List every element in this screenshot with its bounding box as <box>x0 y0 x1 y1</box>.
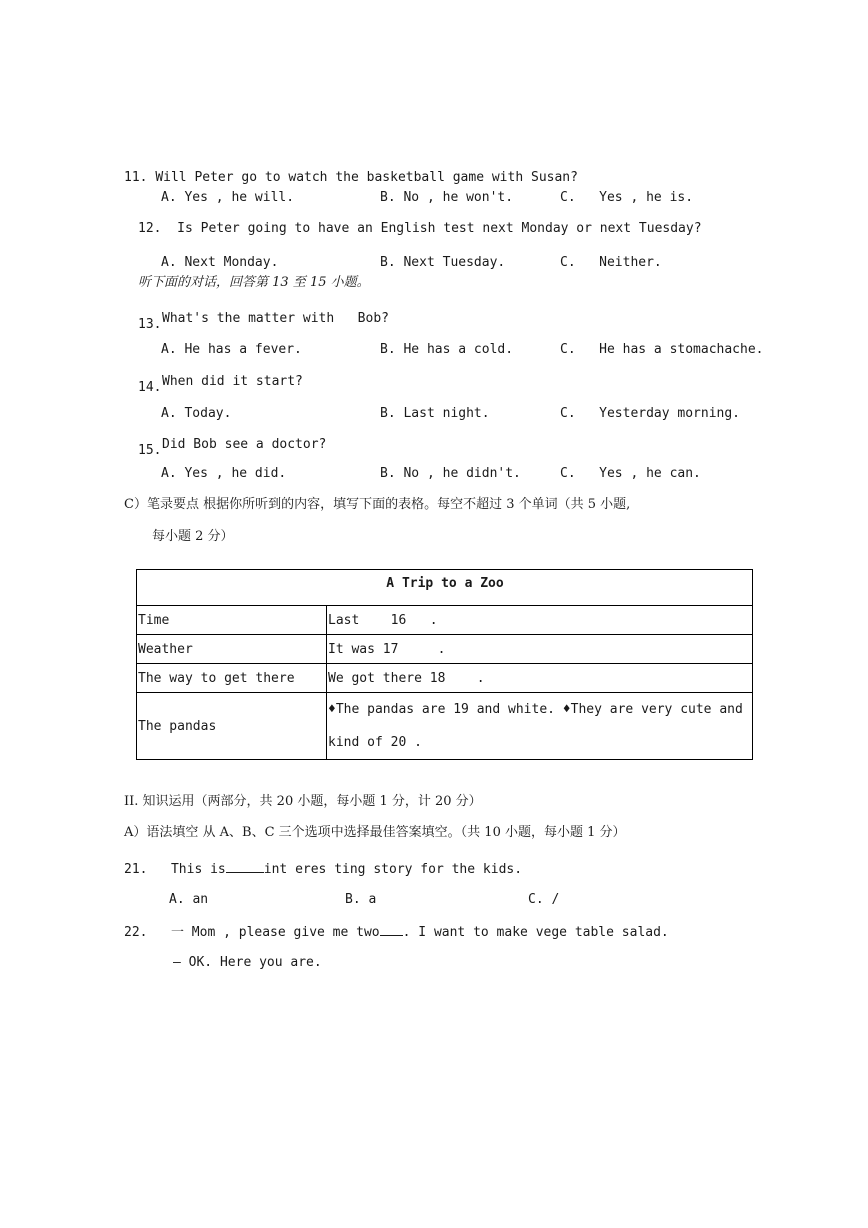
table-title: A Trip to a Zoo <box>137 570 753 606</box>
part2-subheading: A）语法填空 从 A、B、C 三个选项中选择最佳答案填空。（共 10 小题，每小题 1 分） <box>124 825 626 840</box>
question-number: 11. <box>124 170 148 185</box>
dialogue-instruction: 听下面的对话，回答第 13 至 15 小题。 <box>138 275 370 290</box>
question-text-after: . I want to make vege table salad. <box>402 925 669 940</box>
question-15-text: Did Bob see a doctor? <box>162 437 327 452</box>
table-row <box>137 693 753 760</box>
table-value: ♦The pandas are 19 and white. ♦They are very cute and kind of 20 . <box>327 693 753 760</box>
question-text-after: int eres ting story for the kids. <box>263 862 523 877</box>
option-c: C. / <box>528 892 560 907</box>
section-c-instruction-cont: 每小题 2 分） <box>152 529 234 544</box>
option-b: B. No , he didn't. <box>380 466 521 481</box>
question-13-text: What's the matter with Bob? <box>162 311 389 326</box>
table-label: Time <box>137 606 327 635</box>
question-12 <box>138 221 702 237</box>
option-b: B. No , he won't. <box>380 190 514 205</box>
dialogue-reply: – OK. Here you are. <box>173 955 322 970</box>
option-c: C. Yes , he is. <box>560 190 694 205</box>
option-b: B. Next Tuesday. <box>380 255 506 270</box>
question-14-text: When did it start? <box>162 374 303 389</box>
table-row <box>137 606 753 635</box>
question-text: Is Peter going to have an English test next Monday or next Tuesday? <box>177 221 702 236</box>
part2-heading: II. 知识运用（两部分，共 20 小题，每小题 1 分，计 20 分） <box>124 794 482 809</box>
answer-blank <box>380 923 403 936</box>
option-a: A. He has a fever. <box>161 342 302 357</box>
section-c-instruction: C）笔录要点 根据你所听到的内容，填写下面的表格。每空不超过 3 个单词（共 5 小题, <box>124 497 631 512</box>
question-13-number: 13. <box>138 317 162 332</box>
question-number: 12. <box>138 221 162 236</box>
table-value: It was 17 . <box>327 635 753 664</box>
question-text-before: This is <box>170 862 226 877</box>
option-b: B. Last night. <box>380 406 490 421</box>
question-11 <box>124 170 578 186</box>
option-a: A. Yes , he did. <box>161 466 287 481</box>
option-b: B. He has a cold. <box>380 342 514 357</box>
table-label: The pandas <box>137 693 327 760</box>
table-label: The way to get there <box>137 664 327 693</box>
question-15-number: 15. <box>138 443 162 458</box>
option-a: A. Next Monday. <box>161 255 279 270</box>
table-row <box>137 664 753 693</box>
option-a: A. Yes , he will. <box>161 190 295 205</box>
table-row <box>137 635 753 664</box>
question-number: 22. <box>124 925 148 940</box>
option-a: A. an <box>169 892 209 907</box>
option-c: C. Yes , he can. <box>560 466 701 481</box>
question-22 <box>124 923 669 941</box>
option-b: B. a <box>345 892 377 907</box>
question-14-number: 14. <box>138 380 162 395</box>
trip-table <box>136 569 753 760</box>
table-value: We got there 18 . <box>327 664 753 693</box>
option-c: C. Neither. <box>560 255 662 270</box>
answer-blank <box>226 860 264 873</box>
option-a: A. Today. <box>161 406 232 421</box>
table-label: Weather <box>137 635 327 664</box>
question-21 <box>124 860 522 878</box>
question-number: 21. <box>124 862 148 877</box>
question-text: Will Peter go to watch the basketball game with Susan? <box>155 170 578 185</box>
option-c: C. Yesterday morning. <box>560 406 741 421</box>
question-text-before: 一 Mom , please give me two <box>170 925 380 940</box>
option-c: C. He has a stomachache. <box>560 342 764 357</box>
table-value: Last 16 . <box>327 606 753 635</box>
